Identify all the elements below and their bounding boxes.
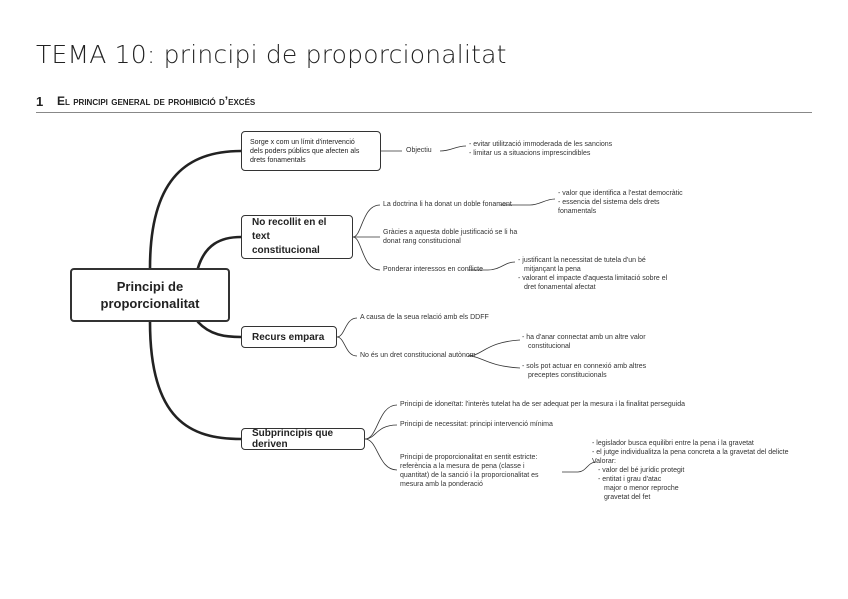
branch2-line1: No recollit en el text bbox=[252, 217, 327, 242]
leaf-valorar: Valorar: bbox=[592, 458, 616, 465]
node-no-dret-autonom: No és un dret constitucional autònom bbox=[360, 352, 476, 359]
leaf-gravetat-fet: gravetat del fet bbox=[604, 494, 651, 501]
branch-subprincipis bbox=[241, 428, 365, 450]
branch3-label: Recurs empara bbox=[252, 331, 325, 343]
branch4-label: Subprincipis que deriven bbox=[252, 428, 334, 450]
node-objectiu: Objectiu bbox=[406, 147, 432, 154]
branch-no-recollit bbox=[241, 215, 353, 259]
section-title: El principi general de prohibició d’excés bbox=[57, 94, 256, 108]
branch1-line1: Sorge x com un límit d'intervenció bbox=[250, 138, 355, 146]
leaf-entitat-atac: - entitat i grau d'atac bbox=[598, 476, 662, 483]
leaf-connectat: - ha d'anar connectat amb un altre valor bbox=[522, 334, 646, 341]
node-gracies-line1: Gràcies a aquesta doble justificació se li ha bbox=[383, 229, 518, 236]
root-node bbox=[70, 268, 230, 322]
connector-objectiu-leaves bbox=[440, 146, 466, 151]
connector-b4-node1 bbox=[365, 405, 397, 439]
leaf-legislador: - legislador busca equilibri entre la pena i la gravetat bbox=[592, 440, 754, 447]
connector-root-branch1 bbox=[150, 151, 241, 268]
root-label-line1: Principi de bbox=[116, 279, 184, 294]
root-label-line2: proporcionalitat bbox=[100, 296, 200, 311]
node-proporcionalitat-line4: mesura amb la ponderació bbox=[400, 481, 483, 488]
leaf-valor-be-juridic: - valor del bé jurídic protegit bbox=[598, 467, 685, 474]
connector-b2-doctrina bbox=[353, 205, 380, 237]
leaf-evitar: - evitar utilització immoderada de les sancions bbox=[469, 141, 613, 148]
node-gracies-line2: donat rang constitucional bbox=[383, 238, 461, 245]
connector-root-branch3 bbox=[198, 322, 241, 337]
connector-b3-node2 bbox=[337, 337, 357, 356]
connector-b4-node3 bbox=[365, 439, 397, 470]
leaf-connectat-cont: constitucional bbox=[528, 343, 571, 350]
branch2-line2: constitucional bbox=[252, 245, 320, 256]
node-proporcionalitat-line2: referència a la mesura de pena (classe i bbox=[400, 463, 525, 470]
leaf-connexio-cont: preceptes constitucionals bbox=[528, 372, 607, 379]
branch1-line2: dels poders públics que afecten als bbox=[250, 147, 360, 155]
branch-limit-intervencio bbox=[241, 131, 381, 171]
leaf-essencia-cont: fonamentals bbox=[558, 208, 597, 215]
node-proporcionalitat-line3: quantitat) de la sanció i la proporcionalitat es bbox=[400, 472, 539, 479]
page-title: TEMA 10: principi de proporcionalitat bbox=[36, 40, 507, 69]
branch-recurs-empara bbox=[241, 326, 337, 348]
connector-b3-node1 bbox=[337, 318, 357, 337]
leaf-jutge: - el jutge individualitza la pena concreta a la gravetat del delicte bbox=[592, 449, 789, 456]
connector-node3-leaves bbox=[562, 462, 596, 472]
leaf-limitar: - limitar us a situacions imprescindibles bbox=[469, 150, 591, 157]
node-doctrina: La doctrina li ha donat un doble fonament bbox=[383, 201, 512, 208]
leaf-justificant-cont: mitjançant la pena bbox=[524, 266, 581, 273]
section-number: 1 bbox=[36, 94, 44, 109]
leaf-valor-democratic: - valor que identifica a l'estat democràtic bbox=[558, 190, 683, 197]
branch1-line3: drets fonamentals bbox=[250, 156, 306, 164]
node-idoneitat: Principi de idoneïtat: l'interès tutelat ha de ser adequat per la mesura i la finalitat perseguida bbox=[400, 401, 686, 408]
leaf-valorant-cont: dret fonamental afectat bbox=[524, 284, 596, 291]
node-necessitat: Principi de necessitat: principi intervenció mínima bbox=[400, 421, 553, 428]
node-ponderar: Ponderar interessos en conflicte bbox=[383, 266, 483, 273]
leaf-valorant: - valorant el impacte d'aquesta limitació sobre el bbox=[518, 275, 668, 282]
leaf-reproche: major o menor reproche bbox=[604, 485, 679, 492]
leaf-justificant: - justificant la necessitat de tutela d'un bé bbox=[518, 257, 646, 264]
leaf-essencia: - essencia del sistema dels drets bbox=[558, 199, 660, 206]
leaf-connexio: - sols pot actuar en connexió amb altres bbox=[522, 363, 647, 370]
connector-root-branch2 bbox=[198, 237, 241, 268]
node-proporcionalitat-line1: Principi de proporcionalitat en sentit estricte: bbox=[400, 454, 538, 461]
node-relacio-ddff: A causa de la seua relació amb els DDFF bbox=[360, 314, 489, 321]
connector-root-branch4 bbox=[150, 322, 241, 439]
connector-b2-ponderar bbox=[353, 237, 380, 270]
